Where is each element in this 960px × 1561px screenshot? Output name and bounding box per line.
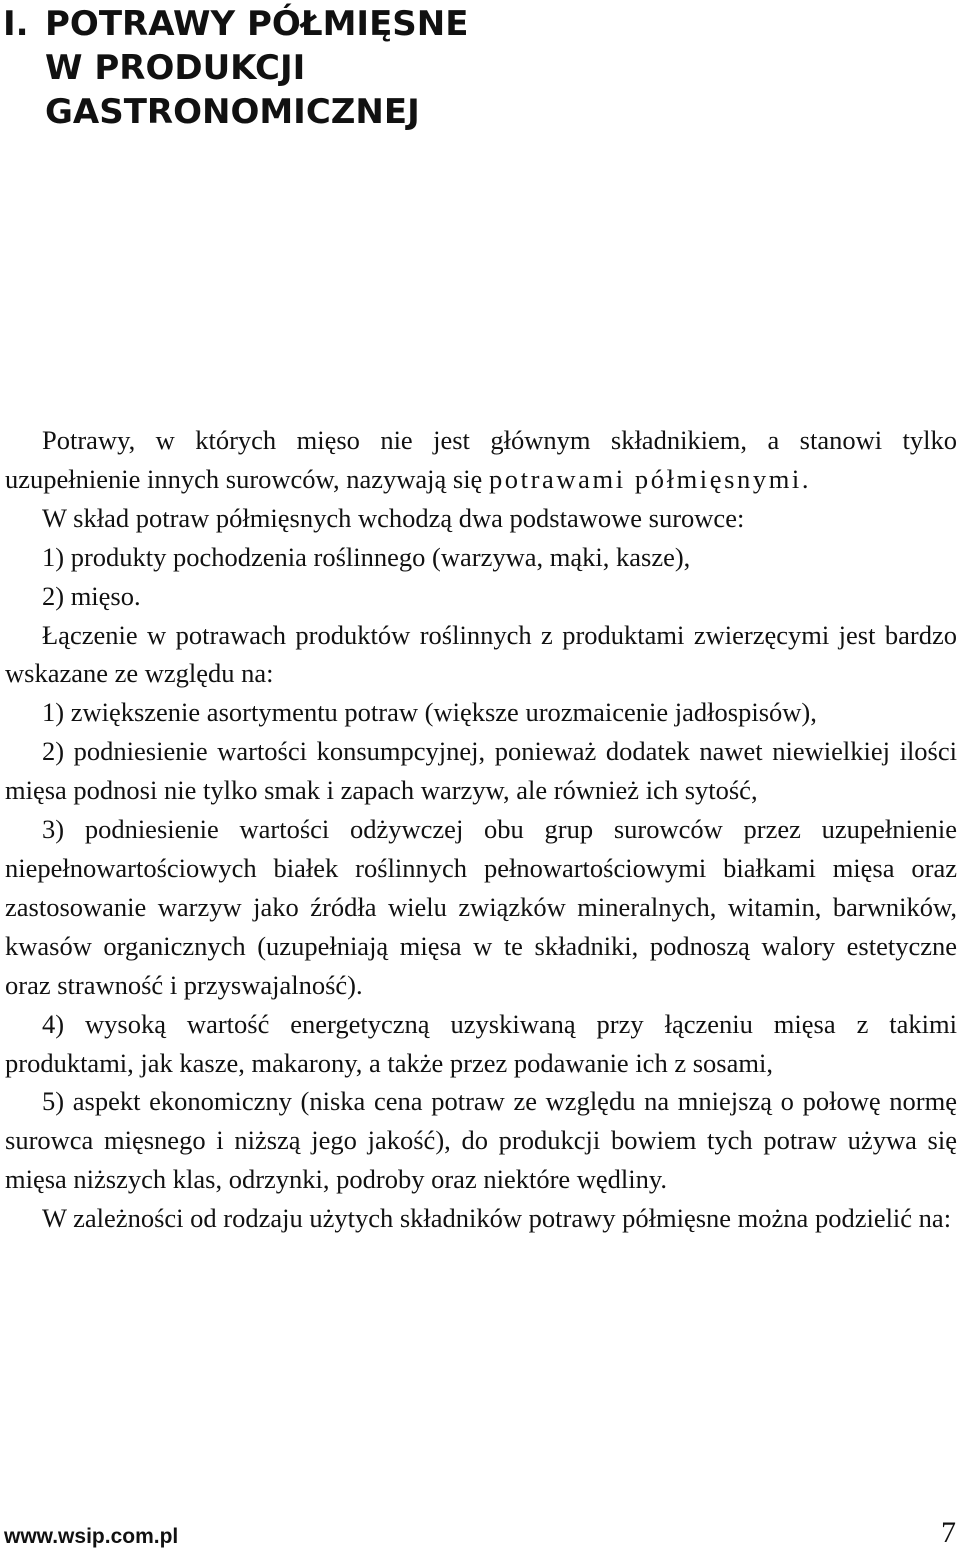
body-text [5, 421, 957, 1238]
paragraph-classification: W zależności od rodzaju użytych składników potrawy półmięsne można podzielić na: [42, 1203, 952, 1234]
list-item-energy-value: 4) wysoką wartość energetyczną uzyskiwaną przy łączeniu mięsa z takimi produktami, jak kasze, makarony, a także przez podawanie ich z sosami, [5, 1008, 957, 1078]
list-item-economic-aspect: 5) aspekt ekonomiczny (niska cena potraw ze względu na mniejszą o połowę normę surowca mięsnego i niższą jego jakość), do produkcji bowiem tych potraw używa się mięsa niższych klas, odrzynki, podroby oraz niektóre wędliny. [5, 1086, 957, 1195]
chapter-title-line-1: POTRAWY PÓŁMIĘSNE [45, 4, 469, 44]
page-number: 7 [941, 1516, 956, 1549]
list-item-assortment: 1) zwiększenie asortymentu potraw (większe urozmaicenie jadłospisów), [42, 697, 817, 728]
publisher-url-link[interactable]: www.wsip.com.pl [4, 1525, 179, 1548]
chapter-title-line-2: W PRODUKCJI [45, 48, 306, 88]
list-item-nutritional-value: 3) podniesienie wartości odżywczej obu grup surowców przez uzupełnienie niepełnowartościowych białek roślinnych pełnowartościowymi białkami mięsa oraz zastosowanie warzyw jako źródła wielu związków mineralnych, witamin, barwników, kwasów organicznych (uzupełniają mięsa w te składniki, podnoszą walory estetyczne oraz strawność i przyswajalność). [5, 814, 957, 1000]
list-item-plant-products: 1) produkty pochodzenia roślinnego (warzywa, mąki, kasze), [42, 541, 691, 572]
paragraph-intro [5, 421, 957, 499]
list-item-consumption-value: 2) podniesienie wartości konsumpcyjnej, ponieważ dodatek nawet niewielkiej ilości mięsa podnosi nie tylko smak i zapach warzyw, ale również ich sytość, [5, 736, 957, 806]
paragraph-intro-text: Potrawy, w których mięso nie jest głównym składnikiem, a stanowi tylko uzupełnienie innych surowców, nazywają się [5, 425, 957, 494]
chapter-title-line-3: GASTRONOMICZNEJ [45, 92, 420, 132]
paragraph-ingredients: W skład potraw półmięsnych wchodzą dwa podstawowe surowce: [42, 502, 745, 533]
chapter-number: I. [3, 4, 29, 44]
chapter-heading [3, 2, 943, 134]
list-item-meat: 2) mięso. [42, 580, 141, 611]
paragraph-benefits: Łączenie w potrawach produktów roślinnych z produktami zwierzęcymi jest bardzo wskazane ze względu na: [5, 619, 957, 689]
chapter-heading-line-1 [3, 2, 943, 46]
defined-term: potrawami półmięsnymi. [488, 463, 812, 494]
